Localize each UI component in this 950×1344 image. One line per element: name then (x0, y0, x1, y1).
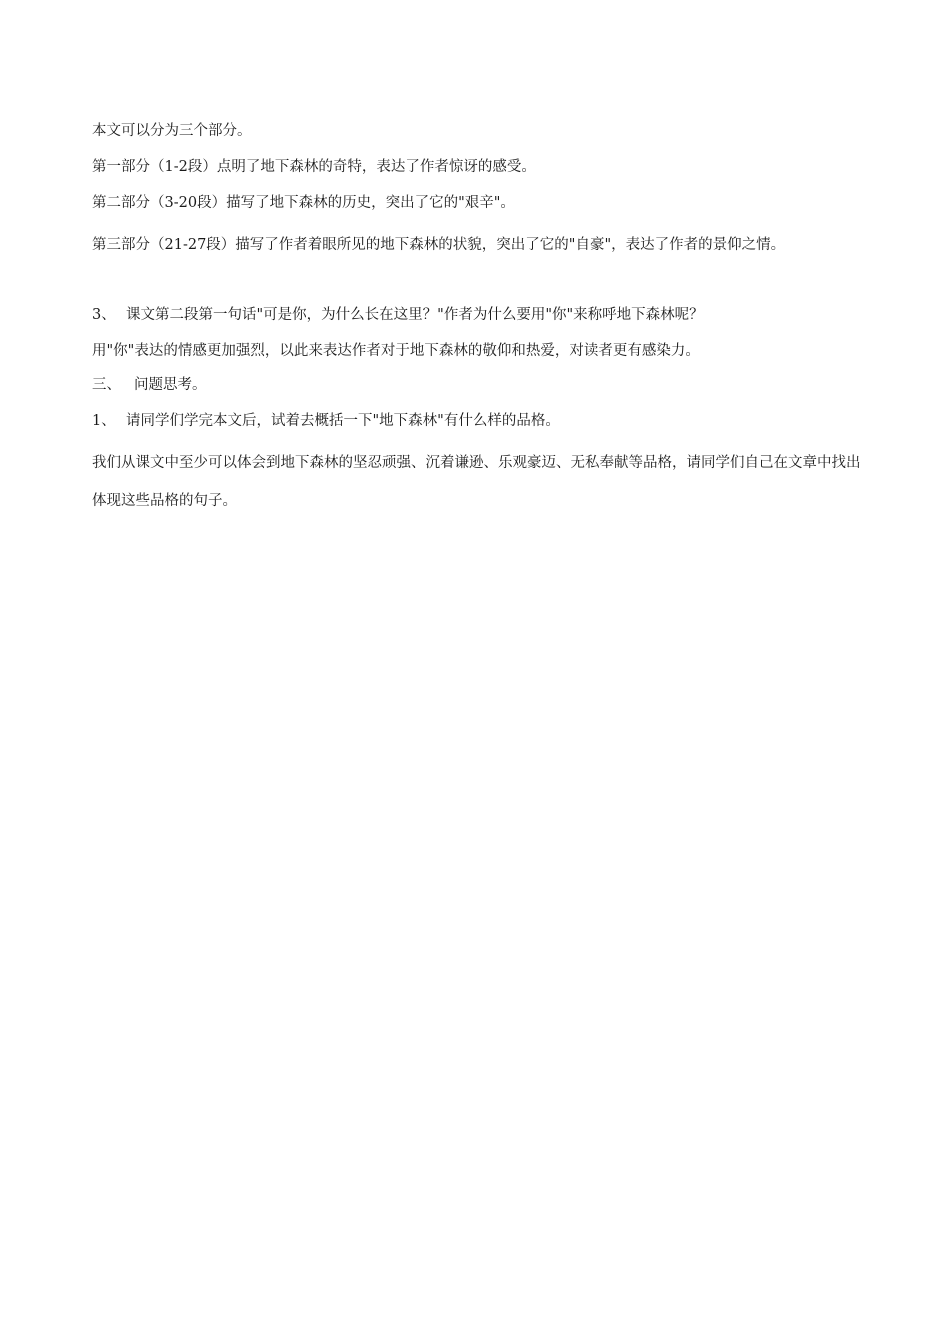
paragraph-part-three: 第三部分（21-27段）描写了作者着眼所见的地下森林的状貌，突出了它的"自豪"，表达了作者的景仰之情。 (92, 237, 786, 253)
question-one-text: 请同学们学完本文后，试着去概括一下"地下森林"有什么样的品格。 (126, 413, 560, 429)
question-three-number: 3、 (92, 307, 116, 323)
paragraph-intro: 本文可以分为三个部分。 (92, 123, 252, 139)
paragraph-answer-one: 我们从课文中至少可以体会到地下森林的坚忍顽强、沉着谦逊、乐观豪迈、无私奉献等品格，请同学们自己在文章中找出体现这些品格的句子。 (92, 455, 861, 509)
section-three-title: 问题思考。 (134, 377, 207, 393)
question-three (92, 304, 704, 326)
section-three-heading (92, 374, 207, 396)
paragraph-part-two: 第二部分（3-20段）描写了地下森林的历史，突出了它的"艰辛"。 (92, 195, 515, 211)
paragraph-answer-three: 用"你"表达的情感更加强烈，以此来表达作者对于地下森林的敬仰和热爱，对读者更有感染力。 (92, 343, 700, 359)
question-three-text: 课文第二段第一句话"可是你，为什么长在这里？"作者为什么要用"你"来称呼地下森林呢？ (126, 307, 704, 323)
question-one (92, 410, 560, 432)
section-three-number: 三、 (92, 377, 121, 393)
paragraph-part-one: 第一部分（1-2段）点明了地下森林的奇特，表达了作者惊讶的感受。 (92, 159, 536, 175)
question-one-number: 1、 (92, 413, 116, 429)
